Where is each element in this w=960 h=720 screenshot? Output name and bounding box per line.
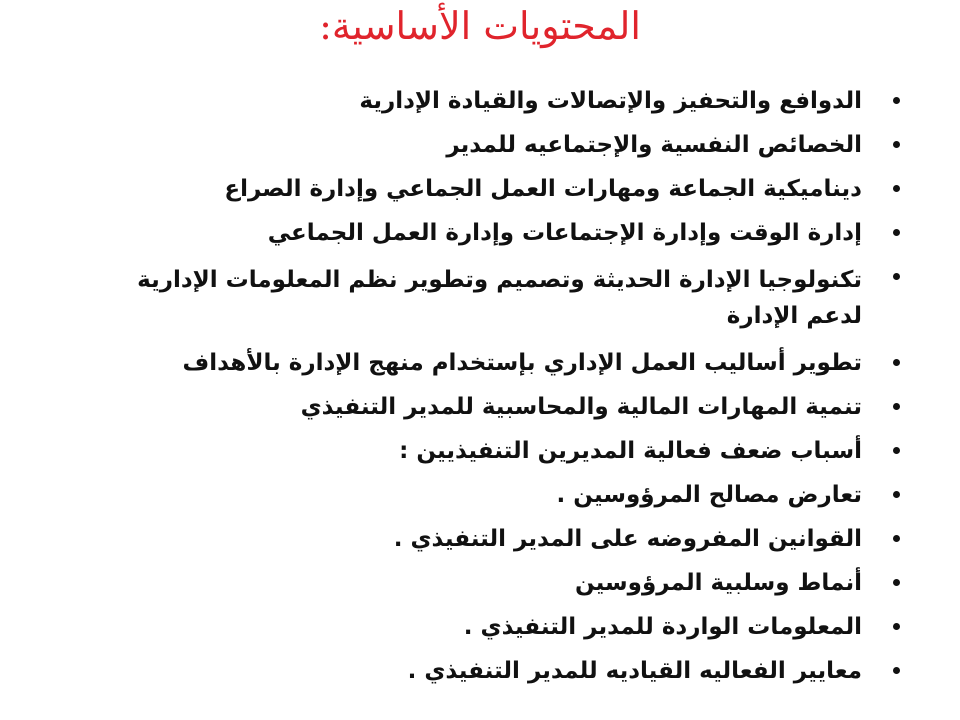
- bullet-dot-icon: [893, 273, 900, 280]
- bullet-item: [102, 86, 902, 116]
- bullet-item: [102, 612, 902, 642]
- bullet-dot-icon: [893, 359, 900, 366]
- bullet-text: أسباب ضعف فعالية المديرين التنفيذيين :: [399, 438, 862, 464]
- bullet-dot-icon: [893, 403, 900, 410]
- slide-title-text: المحتويات الأساسية:: [319, 4, 641, 48]
- bullet-text: تطوير أساليب العمل الإداري بإستخدام منهج الإدارة بالأهداف: [182, 350, 862, 376]
- bullet-item: [102, 524, 902, 554]
- bullet-text: معايير الفعاليه القياديه للمدير التنفيذي .: [407, 658, 862, 684]
- bullet-dot-icon: [893, 97, 900, 104]
- bullet-dot-icon: [893, 141, 900, 148]
- bullet-text: تنمية المهارات المالية والمحاسبية للمدير التنفيذي: [300, 394, 862, 420]
- bullet-item: [102, 656, 902, 686]
- bullet-list: [102, 86, 902, 700]
- bullet-dot-icon: [893, 229, 900, 236]
- bullet-item: [102, 480, 902, 510]
- slide-title: [0, 4, 960, 48]
- bullet-item: [102, 130, 902, 160]
- bullet-text: الدوافع والتحفيز والإتصالات والقيادة الإدارية: [359, 88, 862, 114]
- bullet-item: [102, 174, 902, 204]
- bullet-dot-icon: [893, 667, 900, 674]
- bullet-dot-icon: [893, 623, 900, 630]
- bullet-dot-icon: [893, 579, 900, 586]
- bullet-text: إدارة الوقت وإدارة الإجتماعات وإدارة العمل الجماعي: [267, 220, 862, 246]
- bullet-text: ديناميكية الجماعة ومهارات العمل الجماعي وإدارة الصراع: [224, 176, 862, 202]
- bullet-dot-icon: [893, 491, 900, 498]
- bullet-item: [102, 436, 902, 466]
- bullet-item: [102, 262, 902, 334]
- bullet-dot-icon: [893, 447, 900, 454]
- bullet-dot-icon: [893, 185, 900, 192]
- bullet-item: [102, 218, 902, 248]
- bullet-item: [102, 392, 902, 422]
- bullet-text: تكنولوجيا الإدارة الحديثة وتصميم وتطوير نظم المعلومات الإدارية لدعم الإدارة: [137, 267, 862, 329]
- bullet-text: الخصائص النفسية والإجتماعيه للمدير: [446, 132, 862, 158]
- bullet-text: أنماط وسلبية المرؤوسين: [574, 570, 862, 596]
- bullet-item: [102, 348, 902, 378]
- bullet-dot-icon: [893, 535, 900, 542]
- bullet-text: المعلومات الواردة للمدير التنفيذي .: [463, 614, 862, 640]
- bullet-item: [102, 568, 902, 598]
- bullet-text: القوانين المفروضه على المدير التنفيذي .: [393, 526, 862, 552]
- bullet-text: تعارض مصالح المرؤوسين .: [556, 482, 862, 508]
